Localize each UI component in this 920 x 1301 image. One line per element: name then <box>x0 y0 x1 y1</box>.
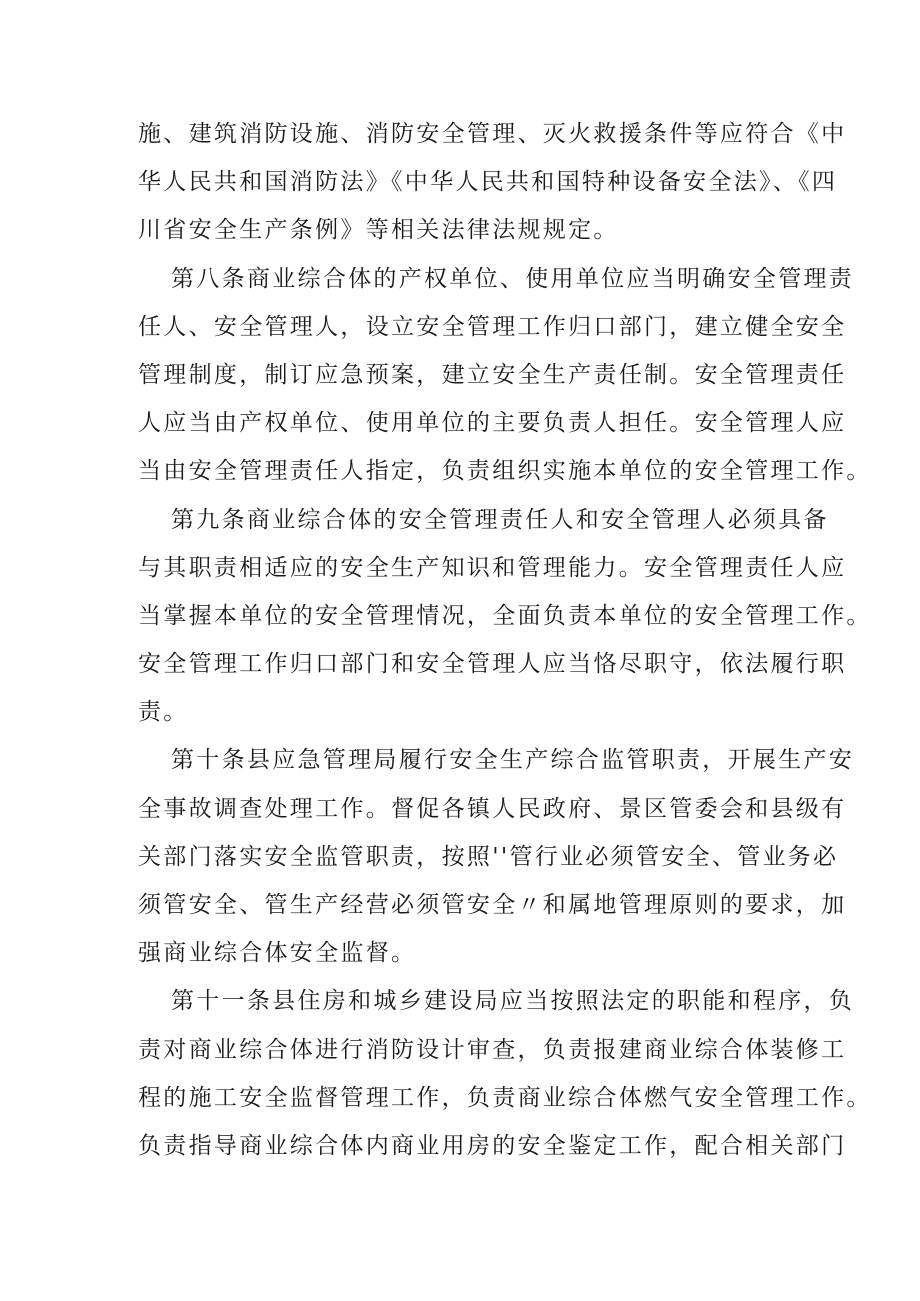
text-line: 强商业综合体安全监督。 <box>138 940 417 967</box>
text-line: 管理制度，制订应急预案，建立安全生产责任制。安全管理责任 <box>138 361 847 388</box>
text-line: 华人民共和国消防法》《中华人民共和国特种设备安全法》、《四 <box>138 169 838 196</box>
article-11-first-line: 第十一条县住房和城乡建设局应当按照法定的职能和程序，负 <box>171 988 855 1015</box>
article-9-first-line: 第九条商业综合体的安全管理责任人和安全管理人必须具备 <box>171 506 829 533</box>
text-line: 安全管理工作归口部门和安全管理人应当恪尽职守，依法履行职 <box>138 651 847 678</box>
article-10-first-line: 第十条县应急管理局履行安全生产综合监管职责，开展生产安 <box>171 747 855 774</box>
text-line: 施、建筑消防设施、消防安全管理、灭火救援条件等应符合《中 <box>138 121 847 147</box>
text-line: 须管安全、管生产经营必须管安全〃和属地管理原则的要求，加 <box>138 892 847 918</box>
text-line: 责对商业综合体进行消防设计审查，负责报建商业综合体装修工 <box>138 1036 847 1063</box>
text-line: 人应当由产权单位、使用单位的主要负责人担任。安全管理人应 <box>138 410 847 437</box>
text-line: 川省安全生产条例》等相关法律法规规定。 <box>138 217 619 244</box>
text-line: 责。 <box>138 699 189 726</box>
article-8-first-line: 第八条商业综合体的产权单位、使用单位应当明确安全管理责 <box>171 265 855 292</box>
text-line: 任人、安全管理人，设立安全管理工作归口部门，建立健全安全 <box>138 313 847 340</box>
document-body <box>138 110 872 1170</box>
text-line: 负责指导商业综合体内商业用房的安全鉴定工作，配合相关部门 <box>138 1132 847 1159</box>
text-line: 当掌握本单位的安全管理情况，全面负责本单位的安全管理工作。 <box>138 602 872 629</box>
text-line: 与其职责相适应的安全生产知识和管理能力。安全管理责任人应 <box>138 554 847 581</box>
text-line: 关部门落实安全监管职责，按照''管行业必须管安全、管业务必 <box>138 843 839 870</box>
text-line: 当由安全管理责任人指定，负责组织实施本单位的安全管理工作。 <box>138 458 872 485</box>
text-line: 全事故调查处理工作。督促各镇人民政府、景区管委会和县级有 <box>138 795 847 822</box>
text-line: 程的施工安全监督管理工作，负责商业综合体燃气安全管理工作。 <box>138 1084 872 1111</box>
